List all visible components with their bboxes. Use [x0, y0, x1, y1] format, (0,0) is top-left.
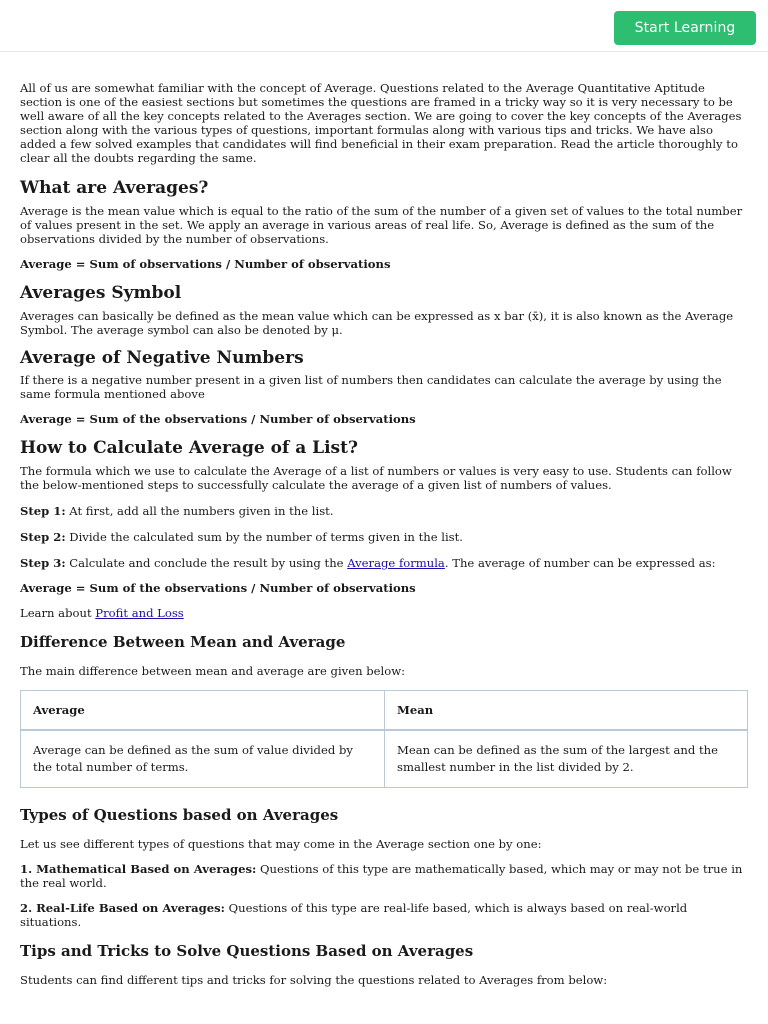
- learn-about-line: Learn about Profit and Loss: [20, 606, 184, 620]
- tips-body: Students can find different tips and tricks for solving the questions related to Averages from below:: [20, 973, 608, 987]
- difference-body: The main difference between mean and average are given below:: [20, 664, 406, 678]
- intro-paragraph: All of us are somewhat familiar with the concept of Average. Questions related to the Average Quantitative Aptitude section is one of the easiest sections but sometimes the questions are framed in a tricky way so it is very necessary to be well aware of all the key concepts related to the Averages section. We are going to cover the key concepts of the Averages section along with the various types of questions, important formulas along with various tips and tricks. We have also added a few solved examples that candidates will find beneficial in their exam preparation. Read the article thoroughly to clear all the doubts regarding the same.: [20, 81, 742, 165]
- question-type-1: 1. Mathematical Based on Averages: Questions of this type are mathematically based, which may or may not be true in the real world.: [20, 862, 743, 890]
- negative-body: If there is a negative number present in a given list of numbers then candidates can calculate the average by using the same formula mentioned above: [20, 373, 722, 401]
- types-body: Let us see different types of questions that may come in the Average section one by one:: [20, 837, 542, 851]
- comparison-table: [20, 690, 748, 788]
- table-header-row: [21, 691, 748, 731]
- table-header-mean: Mean: [385, 691, 748, 731]
- step-2: Step 2: Divide the calculated sum by the number of terms given in the list.: [20, 530, 463, 544]
- symbol-body: Averages can basically be defined as the mean value which can be expressed as x bar (x̄), it is also known as the Average Symbol. The average symbol can also be denoted by μ.: [20, 309, 734, 337]
- heading-calculate-average: How to Calculate Average of a List?: [20, 438, 358, 458]
- question-type-2: 2. Real-Life Based on Averages: Questions of this type are real-life based, which is always based on real-world situations.: [20, 901, 688, 929]
- table-cell-mean: Mean can be defined as the sum of the largest and the smallest number in the list divided by 2.: [385, 730, 748, 788]
- profit-and-loss-link[interactable]: Profit and Loss: [95, 606, 184, 620]
- what-formula: Average = Sum of observations / Number of observations: [20, 257, 391, 271]
- heading-averages-symbol: Averages Symbol: [20, 283, 182, 303]
- heading-tips-and-tricks: Tips and Tricks to Solve Questions Based on Averages: [20, 942, 474, 960]
- heading-types-of-questions: Types of Questions based on Averages: [20, 806, 339, 824]
- top-bar: [0, 0, 768, 52]
- start-learning-button[interactable]: Start Learning: [614, 11, 756, 45]
- table-cell-average: Average can be defined as the sum of value divided by the total number of terms.: [21, 730, 385, 788]
- negative-formula: Average = Sum of the observations / Number of observations: [20, 412, 416, 426]
- table-header-average: Average: [21, 691, 385, 731]
- table-row: [21, 730, 748, 788]
- calc-formula: Average = Sum of the observations / Number of observations: [20, 581, 416, 595]
- heading-difference: Difference Between Mean and Average: [20, 633, 346, 651]
- heading-what-are-averages: What are Averages?: [20, 178, 209, 198]
- article-content: [20, 81, 750, 987]
- step-1: Step 1: At first, add all the numbers given in the list.: [20, 504, 334, 518]
- what-body: Average is the mean value which is equal to the ratio of the sum of the number of a given set of values to the total number of values present in the set. We apply an average in various areas of real life. So, Average is defined as the sum of the observations divided by the number of observations.: [20, 204, 743, 246]
- calc-body: The formula which we use to calculate the Average of a list of numbers or values is very easy to use. Students can follow the below-mentioned steps to successfully calculate the average of a given list of numbers of values.: [20, 464, 732, 492]
- heading-negative-numbers: Average of Negative Numbers: [20, 348, 304, 368]
- average-formula-link[interactable]: Average formula: [347, 556, 445, 570]
- step-3: Step 3: Calculate and conclude the result by using the Average formula. The average of number can be expressed as:: [20, 556, 716, 570]
